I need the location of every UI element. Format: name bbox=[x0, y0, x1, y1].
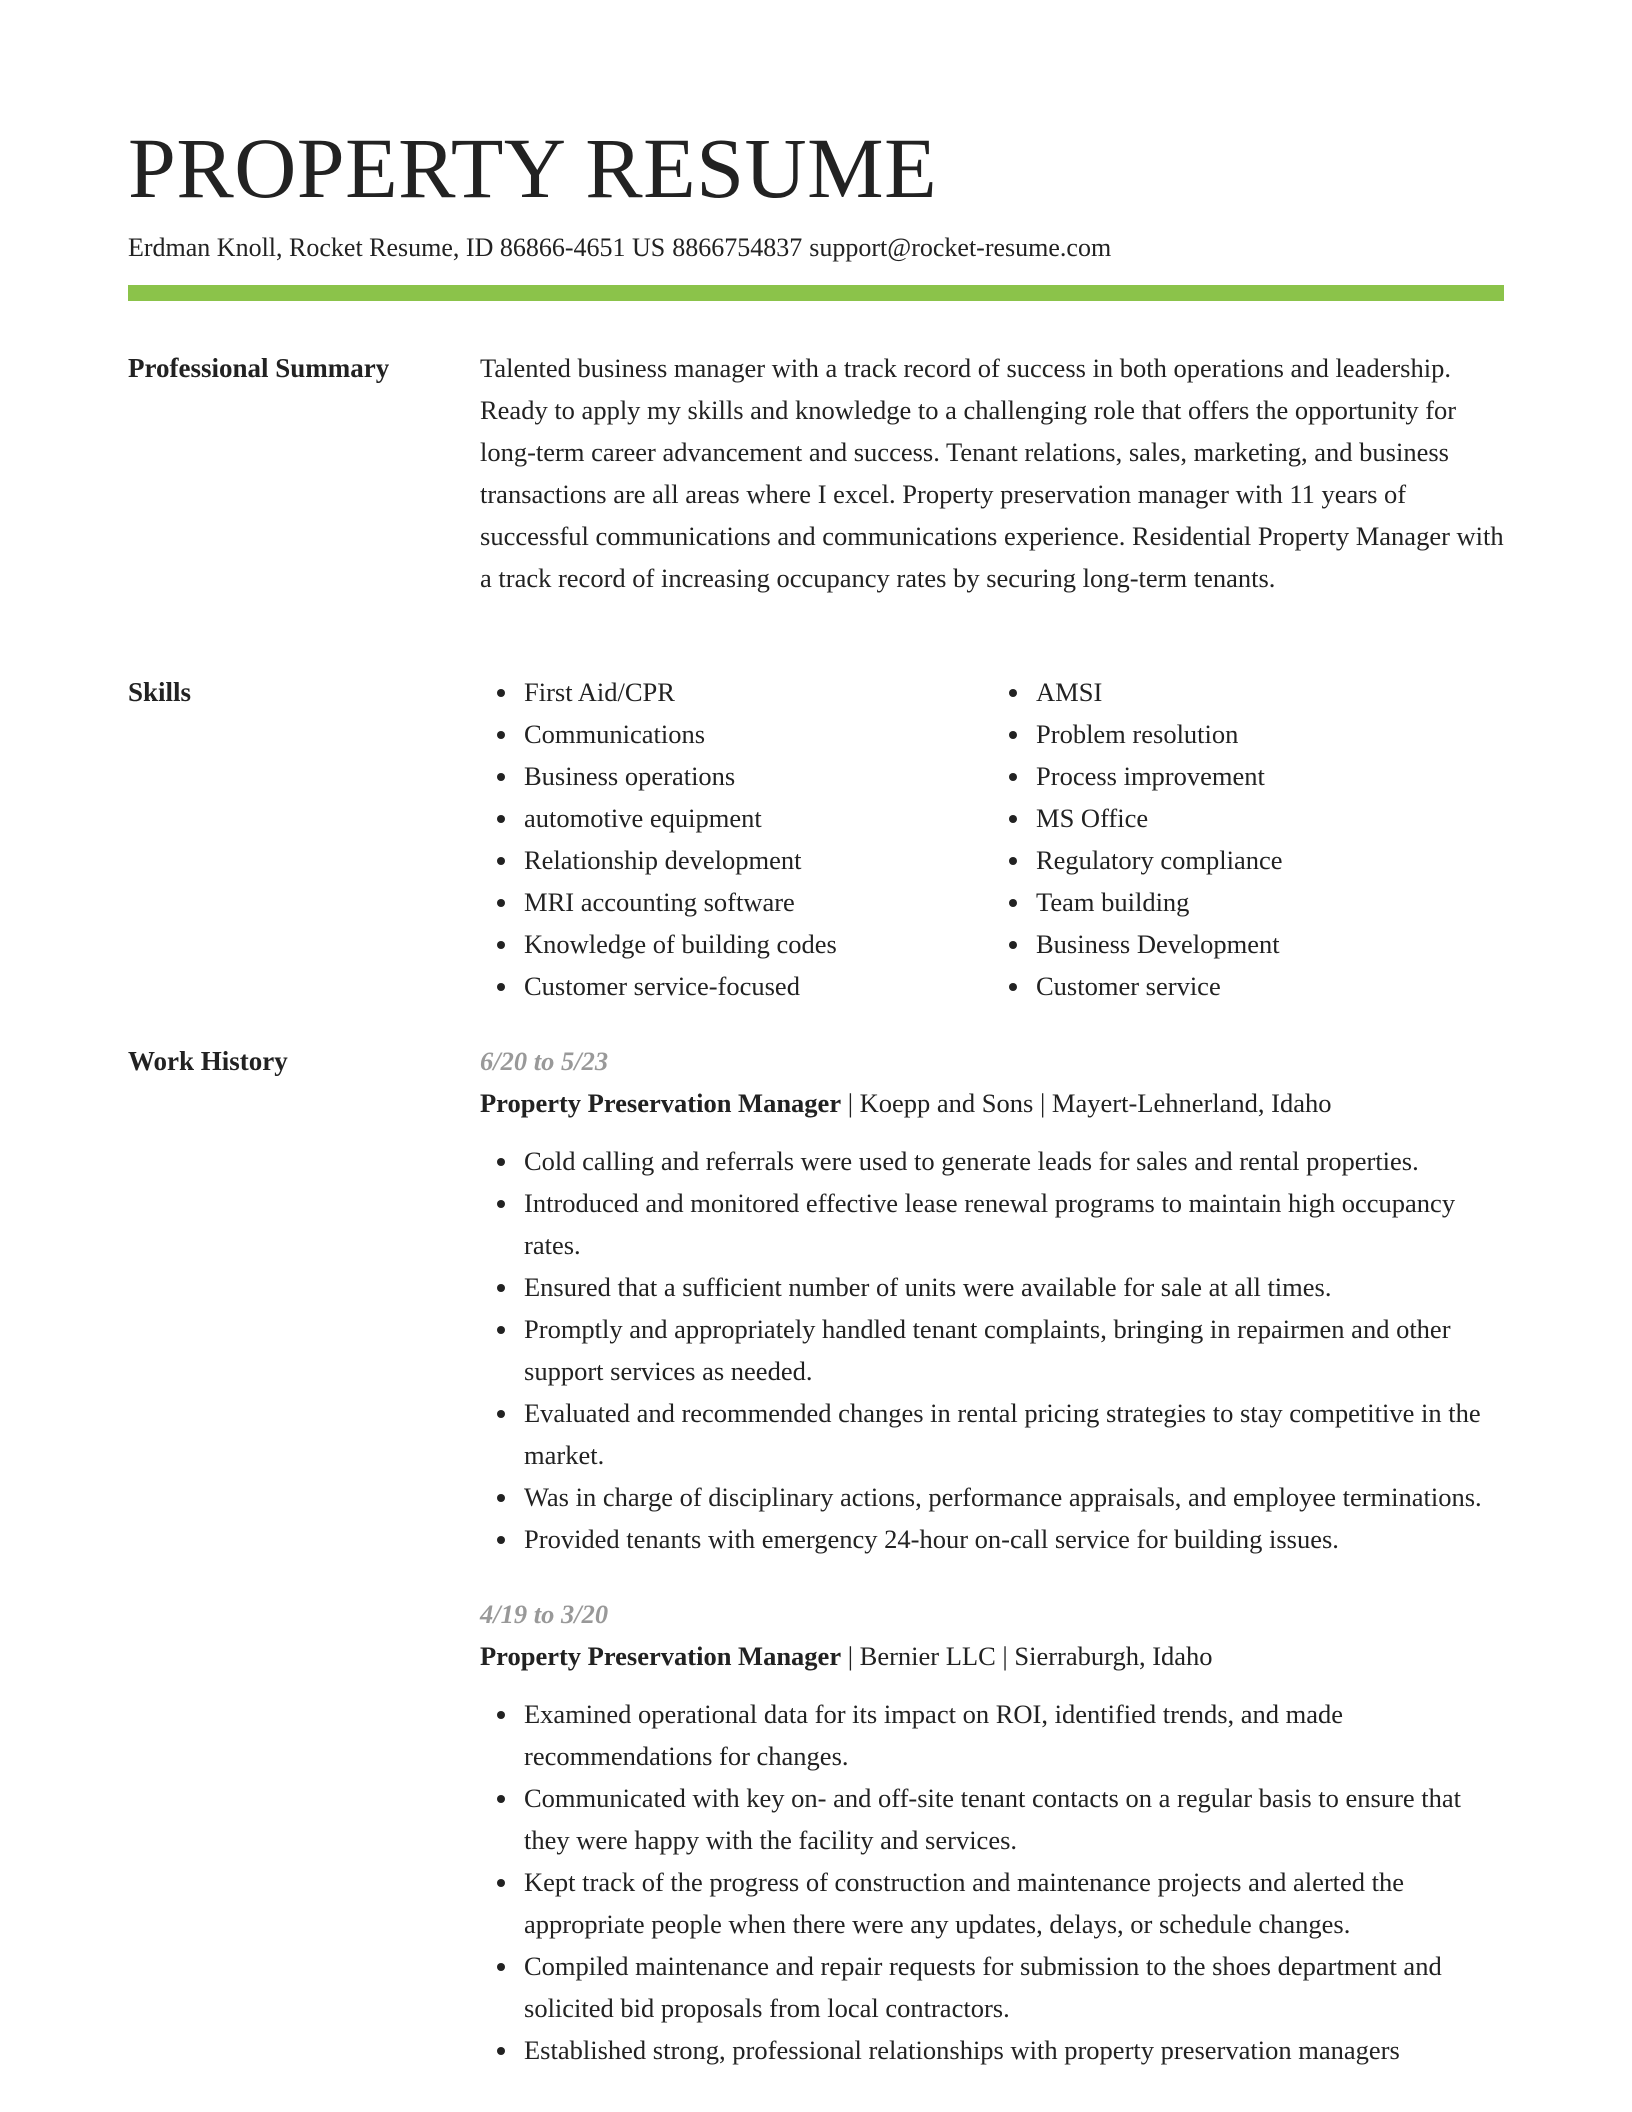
skills-body bbox=[480, 671, 1504, 1007]
job-bullets bbox=[480, 1693, 1504, 2071]
skills-list-right bbox=[992, 671, 1504, 1007]
job-heading bbox=[480, 1635, 1504, 1677]
skill-item: Team building bbox=[1036, 881, 1504, 923]
job-bullet: Communicated with key on- and off-site tenant contacts on a regular basis to ensure that they were happy with the facility and services. bbox=[524, 1777, 1504, 1861]
job-bullet: Promptly and appropriately handled tenant complaints, bringing in repairmen and other support services as needed. bbox=[524, 1308, 1504, 1392]
job-bullet: Kept track of the progress of construction and maintenance projects and alerted the appropriate people when there were any updates, delays, or schedule changes. bbox=[524, 1861, 1504, 1945]
job-location: Mayert-Lehnerland, Idaho bbox=[1051, 1088, 1332, 1118]
contact-phone: 8866754837 bbox=[672, 233, 803, 262]
job-bullet: Ensured that a sufficient number of units were available for sale at all times. bbox=[524, 1266, 1504, 1308]
skill-item: Customer service-focused bbox=[524, 965, 992, 1007]
skill-item: Process improvement bbox=[1036, 755, 1504, 797]
job-dates: 4/19 to 3/20 bbox=[480, 1599, 609, 1629]
contact-email: support@rocket-resume.com bbox=[809, 233, 1112, 262]
skill-item: AMSI bbox=[1036, 671, 1504, 713]
job-bullet: Was in charge of disciplinary actions, performance appraisals, and employee terminations. bbox=[524, 1476, 1504, 1518]
job-separator: | bbox=[847, 1641, 860, 1671]
skill-item: First Aid/CPR bbox=[524, 671, 992, 713]
skill-item: MRI accounting software bbox=[524, 881, 992, 923]
skills-heading: Skills bbox=[128, 677, 192, 707]
job-bullet: Provided tenants with emergency 24-hour on-call service for building issues. bbox=[524, 1518, 1504, 1560]
job-bullet: Established strong, professional relationships with property preservation managers bbox=[524, 2029, 1504, 2071]
job-heading bbox=[480, 1082, 1504, 1124]
skills-list-left bbox=[480, 671, 992, 1007]
skill-item: Customer service bbox=[1036, 965, 1504, 1007]
job-separator: | bbox=[1002, 1641, 1015, 1671]
skill-item: Knowledge of building codes bbox=[524, 923, 992, 965]
skill-item: Regulatory compliance bbox=[1036, 839, 1504, 881]
resume-title: PROPERTY RESUME bbox=[128, 120, 938, 216]
job-separator: | bbox=[847, 1088, 860, 1118]
summary-heading: Professional Summary bbox=[128, 353, 390, 383]
skill-item: MS Office bbox=[1036, 797, 1504, 839]
contact-address: Erdman Knoll, Rocket Resume, ID 86866-4651 US bbox=[128, 233, 666, 262]
job-bullet: Evaluated and recommended changes in rental pricing strategies to stay competitive in the market. bbox=[524, 1392, 1504, 1476]
job-company: Koepp and Sons bbox=[859, 1088, 1034, 1118]
contact-line bbox=[128, 230, 1118, 266]
skill-item: Business Development bbox=[1036, 923, 1504, 965]
skill-item: Relationship development bbox=[524, 839, 992, 881]
job-location: Sierraburgh, Idaho bbox=[1014, 1641, 1213, 1671]
job-bullet: Compiled maintenance and repair requests for submission to the shoes department and solicited bid proposals from local contractors. bbox=[524, 1945, 1504, 2029]
work-history-body bbox=[480, 1040, 1504, 2087]
summary-body bbox=[480, 347, 1504, 599]
skill-item: Problem resolution bbox=[1036, 713, 1504, 755]
job-entry bbox=[480, 1040, 1504, 1560]
job-company: Bernier LLC bbox=[859, 1641, 996, 1671]
job-bullet: Introduced and monitored effective lease renewal programs to maintain high occupancy rates. bbox=[524, 1182, 1504, 1266]
job-bullet: Cold calling and referrals were used to generate leads for sales and rental properties. bbox=[524, 1140, 1504, 1182]
job-title: Property Preservation Manager bbox=[480, 1088, 842, 1118]
job-separator: | bbox=[1039, 1088, 1052, 1118]
skill-item: Business operations bbox=[524, 755, 992, 797]
skill-item: automotive equipment bbox=[524, 797, 992, 839]
header-divider bbox=[128, 285, 1504, 301]
skill-item: Communications bbox=[524, 713, 992, 755]
work-history-heading: Work History bbox=[128, 1046, 288, 1076]
job-entry bbox=[480, 1593, 1504, 2071]
job-title: Property Preservation Manager bbox=[480, 1641, 842, 1671]
job-bullet: Examined operational data for its impact on ROI, identified trends, and made recommendations for changes. bbox=[524, 1693, 1504, 1777]
skills-columns bbox=[480, 671, 1504, 1007]
job-bullets bbox=[480, 1140, 1504, 1560]
summary-text: Talented business manager with a track record of success in both operations and leadership. Ready to apply my skills and knowledge to a challenging role that offers the opportunity for long-term career advancement and success. Tenant relations, sales, marketing, and business transactions are all areas where I excel. Property preservation manager with 11 years of successful communications and communications experience. Residential Property Manager with a track record of increasing occupancy rates by securing long-term tenants. bbox=[480, 353, 1504, 593]
job-dates: 6/20 to 5/23 bbox=[480, 1046, 609, 1076]
